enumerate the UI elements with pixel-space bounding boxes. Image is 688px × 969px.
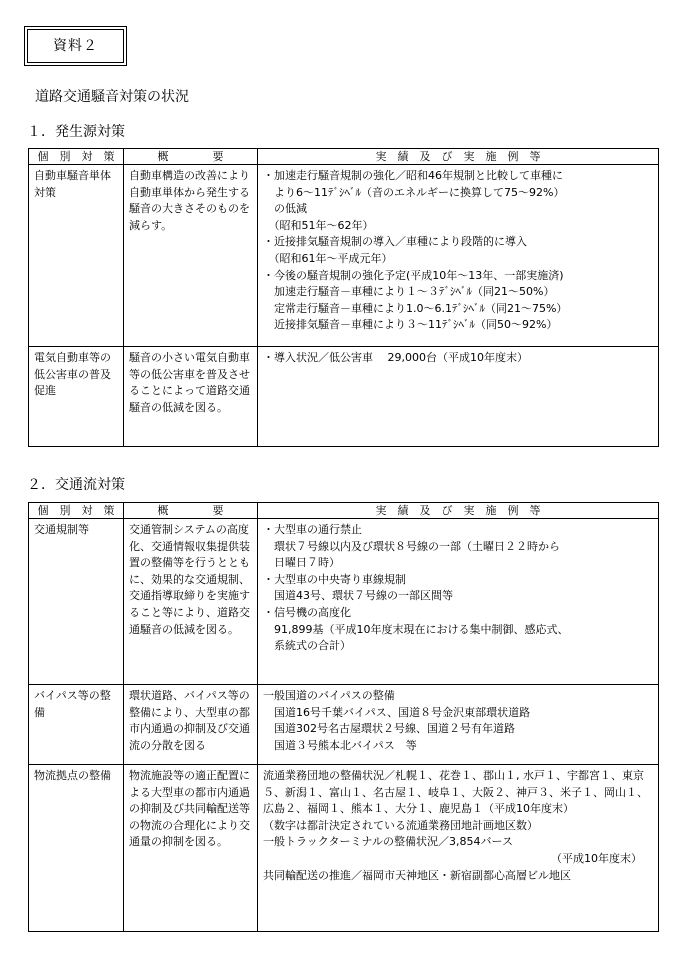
detail-line: 日曜日７時） (263, 556, 340, 570)
detail-joint: 共同輸配送の推進／福岡市天神地区・新宿副都心高層ビル地区 (263, 868, 571, 882)
measure-cell: 電気自動車等の低公害車の普及促進 (29, 347, 124, 447)
detail-line: 国道３号熊本北バイパス 等 (263, 738, 417, 752)
detail-terminal: 一般トラックターミナルの整備状況／3,854バース (263, 835, 513, 849)
header-measure: 個 別 対 策 (29, 149, 124, 165)
header-summary: 概 要 (124, 149, 258, 165)
summary-cell: 交通管制システムの高度化、交通情報収集提供装置の整備等を行うとともに、効果的な交通規制、交通指導取締りを実施すること等により、道路交通騒音の低減を図る。 (124, 519, 258, 685)
measure-cell: 自動車騒音単体対策 (29, 165, 124, 347)
table-row (29, 347, 659, 447)
measure-cell: 物流拠点の整備 (29, 765, 124, 932)
header-summary: 概 要 (124, 503, 258, 519)
summary-cell: 騒音の小さい電気自動車等の低公害車を普及させることによって道路交通騒音の低減を図る。 (124, 347, 258, 447)
detail-line: ・大型車の中央寄り車線規制 (263, 572, 406, 586)
table-header-row (29, 149, 659, 165)
header-details: 実 績 及 び 実 施 例 等 (258, 149, 659, 165)
details-cell (258, 519, 659, 685)
summary-cell: 物流施設等の適正配置による大型車の都市内通過の抑制及び共同輸配送等の物流の合理化により交通量の抑制を図る。 (124, 765, 258, 932)
measure-cell: 交通規制等 (29, 519, 124, 685)
details-cell (258, 347, 659, 447)
detail-line: ・近接排気騒音規制の導入／車種により段階的に導入 (263, 235, 527, 249)
document-label: 資料２ (27, 29, 124, 63)
section-heading-2: ２．交通流対策 (27, 477, 125, 493)
detail-line: の低減 (263, 202, 307, 216)
traffic-flow-table (28, 502, 659, 932)
detail-line: 定常走行騒音－車種により1.0～6.1ﾃﾞｼﾍﾞﾙ（同21～75%） (263, 301, 568, 315)
section-heading-1: １．発生源対策 (27, 124, 125, 140)
detail-line: 91,899基（平成10年度末現在における集中制御、感応式、 (263, 622, 569, 636)
detail-line: ・大型車の通行禁止 (263, 523, 362, 536)
details-cell (258, 765, 659, 932)
table-header-row (29, 503, 659, 519)
header-details: 実 績 及 び 実 施 例 等 (258, 503, 659, 519)
detail-line: （昭和61年～平成元年） (263, 251, 393, 265)
table-row (29, 685, 659, 765)
detail-terminal-date: （平成10年度末） (551, 851, 642, 865)
detail-line: 加速走行騒音－車種により１～３ﾃﾞｼﾍﾞﾙ（同21～50%） (263, 285, 555, 299)
table-row (29, 519, 659, 685)
page-title: 道路交通騒音対策の状況 (35, 89, 189, 105)
details-cell (258, 685, 659, 765)
detail-line: 国道43号、環状７号線の一部区間等 (263, 589, 453, 603)
detail-line: 国道16号千葉バイパス、国道８号金沢東部環状道路 (263, 705, 531, 719)
detail-line: 環状７号線以内及び環状８号線の一部（土曜日２２時から (263, 539, 560, 553)
detail-line: 近接排気騒音－車種により３～11ﾃﾞｼﾍﾞﾙ（同50～92%） (263, 318, 558, 332)
table-row (29, 165, 659, 347)
detail-paragraph: 流通業務団地の整備状況／札幌１、花巻１、郡山１, 水戸１、宇都宮１、東京５、新潟１、富山１、名古屋１、岐阜１、大阪２、神戸３、米子１、岡山１、広島２、福岡１、熊本１、大分１、鹿児島１（平成10年度末） (263, 769, 648, 816)
details-cell (258, 165, 659, 347)
measure-cell: バイパス等の整備 (29, 685, 124, 765)
source-measures-table (28, 148, 659, 447)
detail-line: ・今後の騒音規制の強化予定(平成10年～13年、一部実施済) (263, 268, 564, 282)
detail-line: ・信号機の高度化 (263, 605, 351, 619)
summary-cell: 自動車構造の改善により自動車単体から発生する騒音の大きさそのものを減らす。 (124, 165, 258, 347)
table-row (29, 765, 659, 932)
detail-line: 国道302号名古屋環状２号線、国道２号有年道路 (263, 722, 515, 736)
detail-line: 系統式の合計） (263, 639, 351, 653)
detail-line: ・加速走行騒音規制の強化／昭和46年規制と比較して車種に (263, 169, 563, 182)
header-measure: 個 別 対 策 (29, 503, 124, 519)
detail-note: （数字は都計決定されている流通業務団地計画地区数） (263, 818, 538, 832)
detail-line: （昭和51年～62年） (263, 218, 374, 232)
summary-cell: 環状道路、バイパス等の整備により、大型車の都市内通過の抑制及び交通流の分散を図る (124, 685, 258, 765)
detail-line: ・導入状況／低公害車 29,000台（平成10年度末） (263, 351, 528, 364)
detail-line: より6～11ﾃﾞｼﾍﾞﾙ（音のエネルギーに換算して75～92%） (263, 185, 565, 199)
detail-line: 一般国道のバイパスの整備 (263, 689, 395, 702)
